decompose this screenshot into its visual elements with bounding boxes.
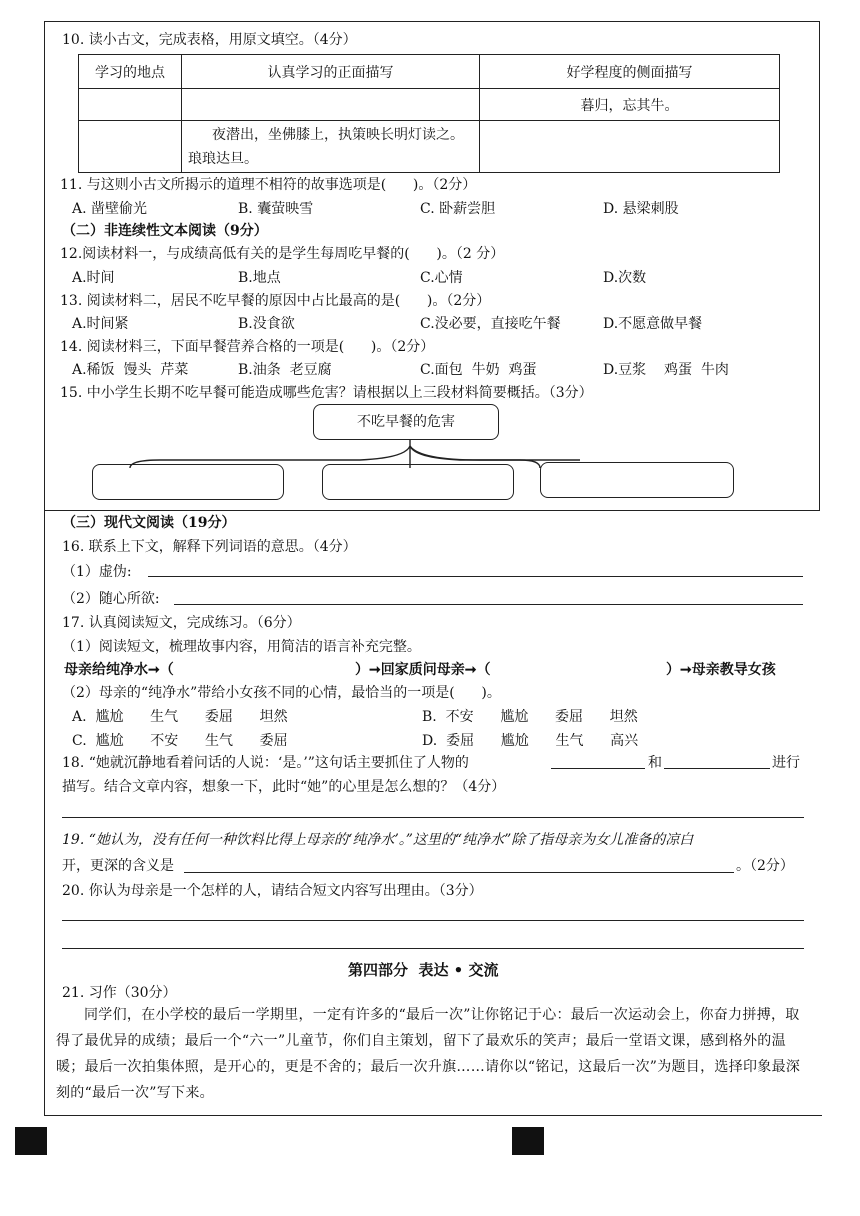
- q16-item-1: （1）虚伪:: [62, 564, 132, 580]
- q17-option-c: C. 尴尬 不安 生气 委屈: [72, 733, 288, 749]
- q14-option-b: B.油条 老豆腐: [238, 362, 332, 378]
- q10-stem: 10. 读小古文，完成表格，用原文填空。（4分）: [62, 32, 357, 48]
- q18-line-1: 18. “她就沉静地看着问话的人说：‘是。’”这句话主要抓住了人物的: [62, 755, 469, 771]
- q12-stem: 12.阅读材料一，与成绩高低有关的是学生每周吃早餐的( )。（2 分）: [60, 246, 505, 262]
- q10-cell-blank[interactable]: [79, 89, 182, 121]
- registration-mark-center: [512, 1127, 544, 1155]
- q10-header-side: 好学程度的侧面描写: [480, 55, 780, 89]
- q16-item-2: （2）随心所欲:: [62, 591, 160, 607]
- q13-stem: 13. 阅读材料二，居民不吃早餐的原因中占比最高的是( )。（2分）: [60, 293, 491, 309]
- q20-answer-line-2[interactable]: [62, 948, 804, 949]
- q11-option-a: A. 凿壁偷光: [72, 201, 148, 217]
- q17-flow-middle: ）➞回家质问母亲➞（: [355, 662, 491, 678]
- q18-line-2: 描写。结合文章内容，想象一下，此时“她”的心里是怎么想的？（4分）: [62, 779, 506, 795]
- q14-stem: 14. 阅读材料三，下面早餐营养合格的一项是( )。（2分）: [60, 339, 435, 355]
- q10-header-place: 学习的地点: [79, 55, 182, 89]
- q14-option-a: A.稀饭 馒头 芹菜: [72, 362, 189, 378]
- q17-flow-start: 母亲给纯净水➞（: [64, 662, 174, 678]
- page-frame-top: [44, 21, 820, 22]
- q11-option-b: B. 囊萤映雪: [238, 201, 314, 217]
- q18-blank-1[interactable]: [551, 768, 645, 769]
- q14-option-d: D.豆浆 鸡蛋 牛肉: [603, 362, 729, 378]
- q10-table: [78, 54, 780, 173]
- q10-cell-blank[interactable]: [480, 121, 780, 173]
- q10-cell-side: 暮归，忘其牛。: [480, 89, 780, 121]
- q14-option-c: C.面包 牛奶 鸡蛋: [420, 362, 537, 378]
- q15-title: 不吃早餐的危害: [357, 414, 455, 430]
- q11-option-d: D. 悬梁刺股: [603, 201, 679, 217]
- q17-option-b: B. 不安 尴尬 委屈 坦然: [422, 709, 638, 725]
- q17-part-1: （1）阅读短文，梳理故事内容，用简洁的语言补充完整。: [62, 639, 421, 655]
- q15-stem: 15. 中小学生长期不吃早餐可能造成哪些危害？请根据以上三段材料简要概括。（3分）: [60, 385, 593, 401]
- q12-option-a: A.时间: [72, 270, 115, 286]
- q15-title-box: [313, 404, 499, 440]
- q11-stem: 11. 与这则小古文所揭示的道理不相符的故事选项是( )。（2分）: [60, 177, 477, 193]
- q15-answer-box-3[interactable]: [540, 462, 734, 498]
- q15-answer-box-2[interactable]: [322, 464, 514, 500]
- section-3-title: （三）现代文阅读（19分）: [62, 515, 236, 531]
- q10-cell-front: [182, 121, 480, 173]
- q12-option-c: C.心情: [420, 270, 463, 286]
- q17-flow-end: ）➞母亲教导女孩: [666, 662, 776, 678]
- section-2-title: （二）非连续性文本阅读（9分）: [62, 223, 268, 239]
- q16-answer-line-2[interactable]: [174, 604, 803, 605]
- q18-and: 和: [648, 755, 662, 771]
- q17-stem: 17. 认真阅读短文，完成练习。（6分）: [62, 615, 301, 631]
- q13-option-c: C.没必要，直接吃午餐: [420, 316, 561, 332]
- section-divider: [44, 510, 820, 511]
- q13-option-a: A.时间紧: [72, 316, 129, 332]
- q10-front-line1: 夜潜出，坐佛膝上，执策映长明灯读之。: [212, 126, 464, 143]
- q18-blank-2[interactable]: [664, 768, 770, 769]
- q20-answer-line-1[interactable]: [62, 920, 804, 921]
- q10-front-line2: 琅琅达旦。: [188, 150, 258, 167]
- q12-option-b: B.地点: [238, 270, 281, 286]
- registration-mark-left: [15, 1127, 47, 1155]
- q17-option-d: D. 委屈 尴尬 生气 高兴: [422, 733, 639, 749]
- q13-option-d: D.不愿意做早餐: [603, 316, 703, 332]
- q15-answer-box-1[interactable]: [92, 464, 284, 500]
- q10-header-front: 认真学习的正面描写: [182, 55, 480, 89]
- q19-line-2: 开，更深的含义是: [62, 858, 174, 874]
- q17-part-2: （2）母亲的“纯净水”带给小女孩不同的心情，最恰当的一项是( )。: [62, 685, 501, 701]
- q10-cell-blank[interactable]: [182, 89, 480, 121]
- page-frame-right: [819, 21, 820, 510]
- q18-answer-line[interactable]: [62, 817, 804, 818]
- q21-stem: 21. 习作（30分）: [62, 985, 177, 1001]
- q18-proceed: 进行: [772, 755, 800, 771]
- q19-blank[interactable]: [184, 872, 734, 873]
- q16-stem: 16. 联系上下文，解释下列词语的意思。（4分）: [62, 539, 357, 555]
- q12-option-d: D.次数: [603, 270, 647, 286]
- q21-prompt: 同学们，在小学校的最后一学期里，一定有许多的“最后一次”让你铭记于心：最后一次运动会上，你奋力拼搏，取得了最优异的成绩；最后一个“六一”儿童节，你们自主策划，留下了最欢乐的笑声；最后一堂语文课，感到格外的温暖；最后一次拍集体照，是开心的，更是不舍的；最后一次升旗……请你以“铭记，这最后一次”为题目，选择印象最深刻的“最后一次”写下来。: [56, 1007, 801, 1101]
- q20-stem: 20. 你认为母亲是一个怎样的人，请结合短文内容写出理由。（3分）: [62, 883, 483, 899]
- q13-option-b: B.没食欲: [238, 316, 295, 332]
- q10-cell-blank[interactable]: [79, 121, 182, 173]
- page-frame-left: [44, 21, 45, 1115]
- q19-line-1: 19. “她认为，没有任何一种饮料比得上母亲的‘纯净水’。”这里的“纯净水”除了指母亲为女儿准备的凉白: [62, 832, 694, 848]
- q19-score: 。（2分）: [736, 858, 794, 874]
- q11-option-c: C. 卧薪尝胆: [420, 201, 496, 217]
- q16-answer-line-1[interactable]: [148, 576, 803, 577]
- q17-option-a: A. 尴尬 生气 委屈 坦然: [72, 709, 288, 725]
- page-frame-bottom: [44, 1115, 822, 1116]
- part-4-title: 第四部分 表达 • 交流: [348, 961, 499, 979]
